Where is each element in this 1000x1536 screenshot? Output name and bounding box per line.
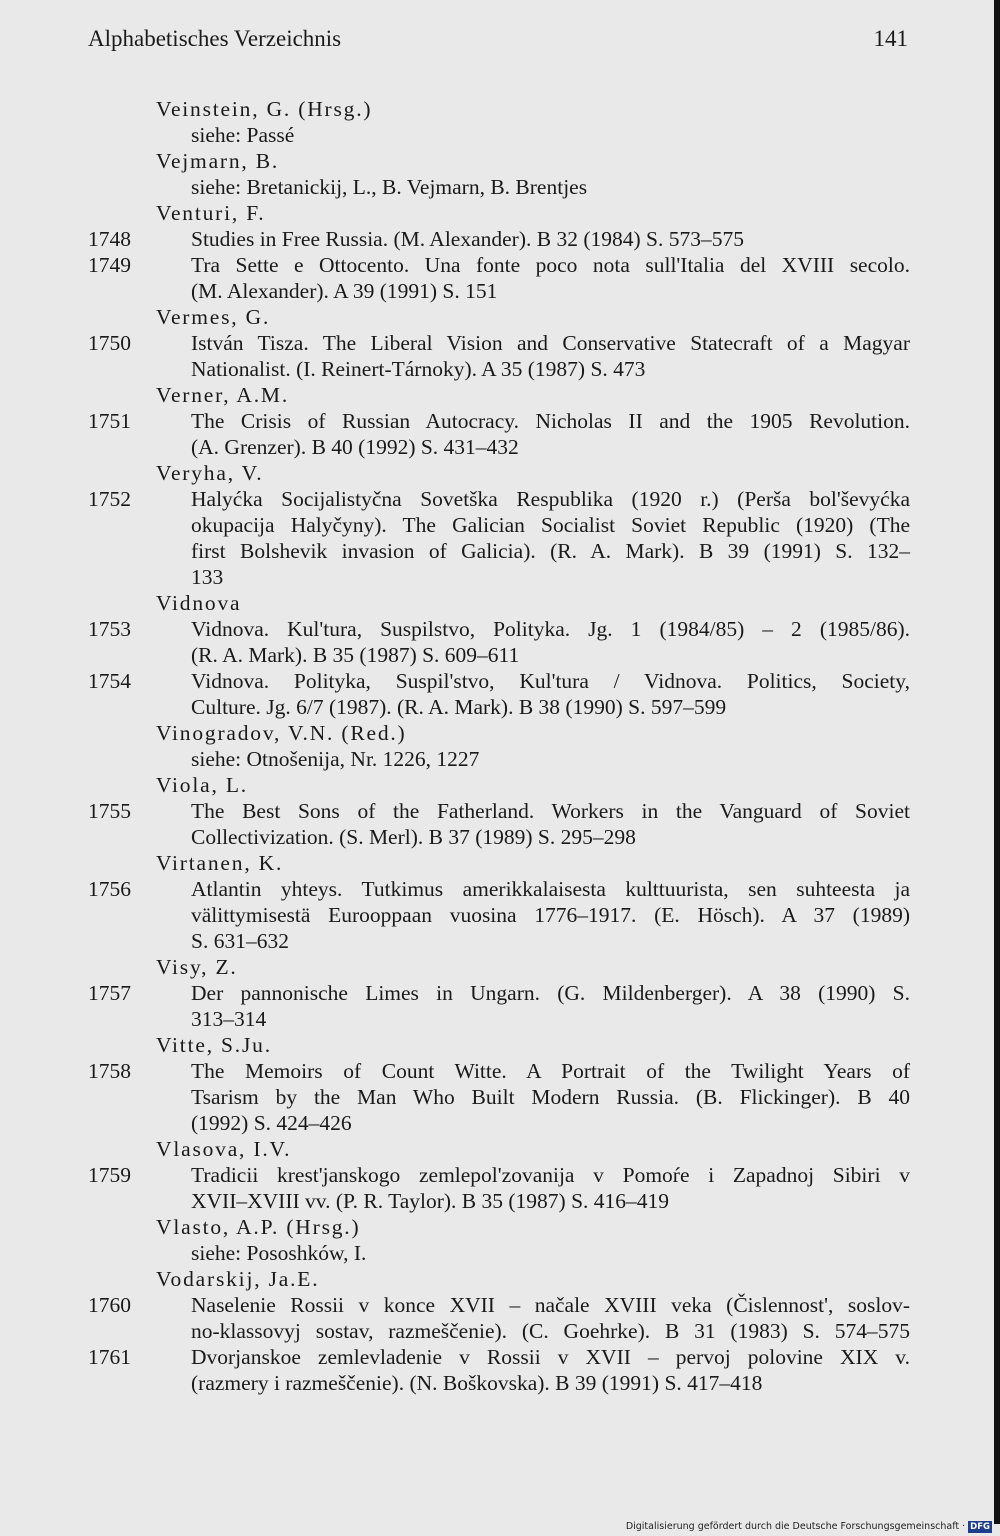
entry-line xyxy=(88,226,910,252)
entry-line xyxy=(88,1084,910,1110)
page-number: 141 xyxy=(873,26,908,51)
entry-number: 1760 xyxy=(88,1293,131,1317)
author-name: Vitte, S.Ju. xyxy=(156,1033,272,1057)
scan-edge xyxy=(994,0,1000,1524)
entry-text: Tsarism by the Man Who Built Modern Russia. (B. Flickinger). B 40 xyxy=(191,1085,910,1109)
entry-text: siehe: Pososhków, I. xyxy=(191,1241,367,1265)
entry-line xyxy=(88,434,910,460)
entry-text: okupacija Halyčyny). The Galician Socialist Soviet Republic (1920) (The xyxy=(191,513,910,537)
entry-text: 133 xyxy=(191,565,224,589)
entry-number: 1757 xyxy=(88,981,131,1005)
author-name: Visy, Z. xyxy=(156,955,238,979)
author-name: Vinogradov, V.N. (Red.) xyxy=(156,721,407,745)
entry-text: siehe: Otnošenija, Nr. 1226, 1227 xyxy=(191,747,480,771)
entry-text: Vidnova. Kul'tura, Suspilstvo, Polityka. Jg. 1 (1984/85) – 2 (1985/86). xyxy=(191,617,910,641)
entry-text: Collectivization. (S. Merl). B 37 (1989) S. 295–298 xyxy=(191,825,636,849)
entry-text: The Best Sons of the Fatherland. Workers in the Vanguard of Soviet xyxy=(191,799,910,823)
entry-number: 1755 xyxy=(88,799,131,823)
entry-line xyxy=(88,1162,910,1188)
author-name: Vodarskij, Ja.E. xyxy=(156,1267,320,1291)
author-heading-line xyxy=(88,772,910,798)
entry-text: Halyćka Socijalistyčna Sovetška Respublika (1920 r.) (Perša bol'ševyćka xyxy=(191,487,910,511)
entry-text: Der pannonische Limes in Ungarn. (G. Mildenberger). A 38 (1990) S. xyxy=(191,981,910,1005)
entry-text: The Crisis of Russian Autocracy. Nicholas II and the 1905 Revolution. xyxy=(191,409,910,433)
author-name: Veinstein, G. (Hrsg.) xyxy=(156,97,373,121)
entry-line xyxy=(88,252,910,278)
entry-line xyxy=(88,694,910,720)
entry-line xyxy=(88,642,910,668)
author-heading-line xyxy=(88,954,910,980)
author-name: Veryha, V. xyxy=(156,461,264,485)
author-name: Virtanen, K. xyxy=(156,851,284,875)
entry-text: (A. Grenzer). B 40 (1992) S. 431–432 xyxy=(191,435,519,459)
author-name: Venturi, F. xyxy=(156,201,266,225)
entry-text: välittymisestä Eurooppaan vuosina 1776–1917. (E. Hösch). A 37 (1989) xyxy=(191,903,910,927)
entry-line xyxy=(88,122,910,148)
author-heading-line xyxy=(88,1214,910,1240)
entry-line xyxy=(88,1318,910,1344)
author-name: Vejmarn, B. xyxy=(156,149,280,173)
entry-number: 1750 xyxy=(88,331,131,355)
author-name: Verner, A.M. xyxy=(156,383,289,407)
entry-line xyxy=(88,746,910,772)
entry-number: 1759 xyxy=(88,1163,131,1187)
entry-text: Vidnova. Polityka, Suspil'stvo, Kul'tura / Vidnova. Politics, Society, xyxy=(191,669,910,693)
entry-line xyxy=(88,1110,910,1136)
dfg-logo: DFG xyxy=(970,1521,990,1532)
entry-text: no-klassovyj sostav, razmeščenie). (C. Goehrke). B 31 (1983) S. 574–575 xyxy=(191,1319,910,1343)
entry-number: 1754 xyxy=(88,669,131,693)
entry-number: 1748 xyxy=(88,227,131,251)
entry-text: Nationalist. (I. Reinert-Tárnoky). A 35 (1987) S. 473 xyxy=(191,357,646,381)
page-header xyxy=(88,22,908,56)
entry-text: Atlantin yhteys. Tutkimus amerikkalaisesta kulttuurista, sen suhteesta ja xyxy=(191,877,910,901)
entry-line xyxy=(88,1292,910,1318)
author-heading-line xyxy=(88,200,910,226)
entry-text: siehe: Bretanickij, L., B. Vejmarn, B. Brentjes xyxy=(191,175,588,199)
entry-line xyxy=(88,876,910,902)
entry-text: 313–314 xyxy=(191,1007,267,1031)
author-name: Vermes, G. xyxy=(156,305,271,329)
entry-line xyxy=(88,928,910,954)
entry-line xyxy=(88,980,910,1006)
entry-text: Culture. Jg. 6/7 (1987). (R. A. Mark). B 38 (1990) S. 597–599 xyxy=(191,695,727,719)
entry-text: István Tisza. The Liberal Vision and Conservative Statecraft of a Magyar xyxy=(191,331,910,355)
entry-text: (1992) S. 424–426 xyxy=(191,1111,352,1135)
entry-line xyxy=(88,1006,910,1032)
author-heading-line xyxy=(88,96,910,122)
entry-line xyxy=(88,1240,910,1266)
running-title: Alphabetisches Verzeichnis xyxy=(88,26,342,51)
entry-text: Studies in Free Russia. (M. Alexander). B 32 (1984) S. 573–575 xyxy=(191,227,744,251)
entry-line xyxy=(88,174,910,200)
author-heading-line xyxy=(88,148,910,174)
footer-text: Digitalisierung gefördert durch die Deutsche Forschungsgemeinschaft · xyxy=(625,1521,966,1532)
author-heading-line xyxy=(88,590,910,616)
entry-line xyxy=(88,356,910,382)
author-name: Vlasova, I.V. xyxy=(156,1137,292,1161)
entry-number: 1751 xyxy=(88,409,131,433)
entry-number: 1761 xyxy=(88,1345,131,1369)
entry-text: (R. A. Mark). B 35 (1987) S. 609–611 xyxy=(191,643,520,667)
entry-text: Naselenie Rossii v konce XVII – načale XVIII veka (Čislennost', soslov- xyxy=(191,1293,910,1317)
index-entries xyxy=(88,96,910,1396)
author-name: Vlasto, A.P. (Hrsg.) xyxy=(156,1215,361,1239)
author-heading-line xyxy=(88,720,910,746)
entry-line xyxy=(88,1344,910,1370)
entry-number: 1749 xyxy=(88,253,131,277)
entry-line xyxy=(88,330,910,356)
entry-line xyxy=(88,486,910,512)
entry-line xyxy=(88,1370,910,1396)
entry-text: Tradicii krest'janskogo zemlepol'zovanija v Pomoŕe i Zapadnoj Sibiri v xyxy=(191,1163,910,1187)
author-heading-line xyxy=(88,304,910,330)
entry-line xyxy=(88,824,910,850)
entry-text: siehe: Passé xyxy=(191,123,295,147)
entry-line xyxy=(88,512,910,538)
author-heading-line xyxy=(88,1032,910,1058)
entry-text: (razmery i razmeščenie). (N. Boškovska). B 39 (1991) S. 417–418 xyxy=(191,1371,763,1395)
entry-number: 1758 xyxy=(88,1059,131,1083)
author-heading-line xyxy=(88,382,910,408)
entry-line xyxy=(88,564,910,590)
entry-text: XVII–XVIII vv. (P. R. Taylor). B 35 (1987) S. 416–419 xyxy=(191,1189,670,1213)
entry-line xyxy=(88,902,910,928)
entry-line xyxy=(88,1058,910,1084)
entry-text: (M. Alexander). A 39 (1991) S. 151 xyxy=(191,279,498,303)
author-name: Vidnova xyxy=(156,591,242,615)
entry-text: Tra Sette e Ottocento. Una fonte poco nota sull'Italia del XVIII secolo. xyxy=(191,253,910,277)
author-heading-line xyxy=(88,850,910,876)
entry-text: S. 631–632 xyxy=(191,929,289,953)
footer-credit xyxy=(626,1518,992,1536)
entry-line xyxy=(88,798,910,824)
entry-line xyxy=(88,616,910,642)
entry-line xyxy=(88,1188,910,1214)
entry-line xyxy=(88,538,910,564)
author-name: Viola, L. xyxy=(156,773,248,797)
entry-line xyxy=(88,408,910,434)
entry-text: first Bolshevik invasion of Galicia). (R. A. Mark). B 39 (1991) S. 132– xyxy=(191,539,910,563)
entry-number: 1753 xyxy=(88,617,131,641)
entry-line xyxy=(88,668,910,694)
author-heading-line xyxy=(88,460,910,486)
entry-line xyxy=(88,278,910,304)
author-heading-line xyxy=(88,1266,910,1292)
entry-text: The Memoirs of Count Witte. A Portrait of the Twilight Years of xyxy=(191,1059,910,1083)
author-heading-line xyxy=(88,1136,910,1162)
entry-number: 1756 xyxy=(88,877,131,901)
entry-text: Dvorjanskoe zemlevladenie v Rossii v XVII – pervoj polovine XIX v. xyxy=(191,1345,910,1369)
entry-number: 1752 xyxy=(88,487,131,511)
